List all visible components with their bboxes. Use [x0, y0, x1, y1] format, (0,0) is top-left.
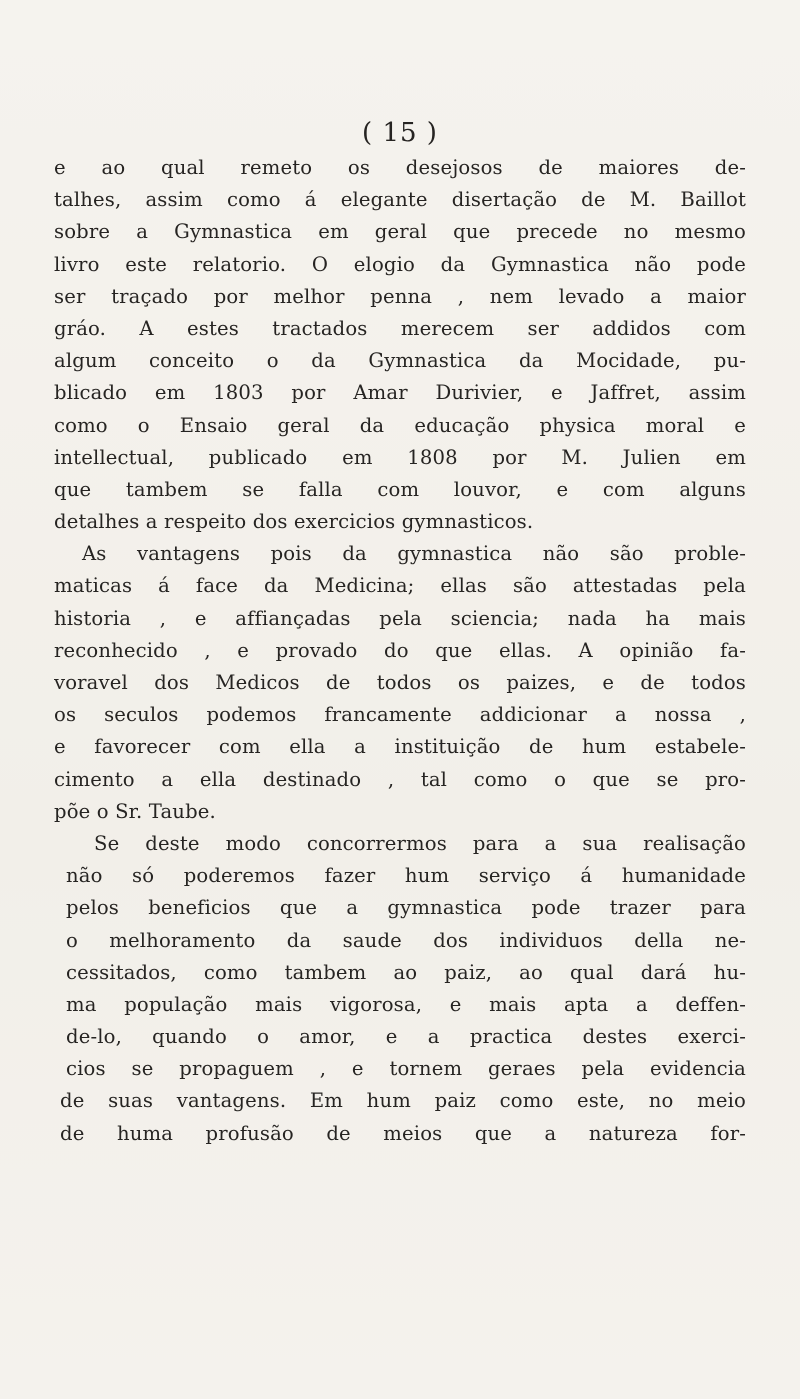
text-line: pelos beneficios que a gymnastica pode trazer para — [66, 896, 746, 920]
text-line: cios se propaguem , e tornem geraes pela evidencia — [66, 1057, 746, 1081]
text-line: de-lo, quando o amor, e a practica destes exerci- — [66, 1025, 746, 1049]
text-line: livro este relatorio. O elogio da Gymnastica não pode — [54, 252, 746, 276]
text-line: sobre a Gymnastica em geral que precede no mesmo — [54, 220, 746, 244]
text-line: não só poderemos fazer hum serviço á humanidade — [66, 864, 746, 888]
text-line: gráo. A estes tractados merecem ser addidos com — [54, 316, 746, 340]
text-line: e ao qual remeto os desejosos de maiores de- — [54, 156, 746, 179]
page-number: ( 15 ) — [362, 118, 438, 148]
text-line: de suas vantagens. Em hum paiz como este, no meio — [60, 1089, 746, 1113]
text-line: que tambem se falla com louvor, e com alguns — [54, 477, 746, 501]
text-line: intellectual, publicado em 1808 por M. Julien em — [54, 445, 746, 469]
text-line: maticas á face da Medicina; ellas são attestadas pela — [54, 574, 746, 598]
text-line: reconhecido , e provado do que ellas. A opinião fa- — [54, 638, 746, 662]
text-line: cimento a ella destinado , tal como o que se pro- — [54, 767, 746, 791]
text-line: os seculos podemos francamente addicionar a nossa , — [54, 703, 746, 727]
text-line: detalhes a respeito dos exercicios gymnasticos. — [54, 510, 534, 534]
text-line: Se deste modo concorrermos para a sua realisação — [94, 831, 746, 855]
text-line: algum conceito o da Gymnastica da Mocidade, pu- — [54, 349, 746, 373]
text-line: historia , e affiançadas pela sciencia; nada ha mais — [54, 606, 746, 630]
text-line: As vantagens pois da gymnastica não são proble- — [82, 542, 746, 566]
text-line: o melhoramento da saude dos individuos della ne- — [66, 928, 746, 952]
text-line: põe o Sr. Taube. — [54, 799, 216, 823]
text-line: blicado em 1803 por Amar Durivier, e Jaffret, assim — [54, 381, 746, 405]
text-line: ser traçado por melhor penna , nem levado a maior — [54, 284, 746, 308]
text-line: de huma profusão de meios que a natureza for- — [60, 1121, 746, 1145]
text-line: talhes, assim como á elegante disertação de M. Baillot — [54, 188, 746, 212]
text-line: e favorecer com ella a instituição de hum estabele- — [54, 735, 746, 759]
text-line: voravel dos Medicos de todos os paizes, e de todos — [54, 671, 746, 694]
text-line: como o Ensaio geral da educação physica moral e — [54, 413, 746, 437]
text-line: ma população mais vigorosa, e mais apta a deffen- — [66, 992, 746, 1016]
text-line: cessitados, como tambem ao paiz, ao qual dará hu- — [66, 960, 746, 984]
body-text — [54, 152, 746, 1150]
